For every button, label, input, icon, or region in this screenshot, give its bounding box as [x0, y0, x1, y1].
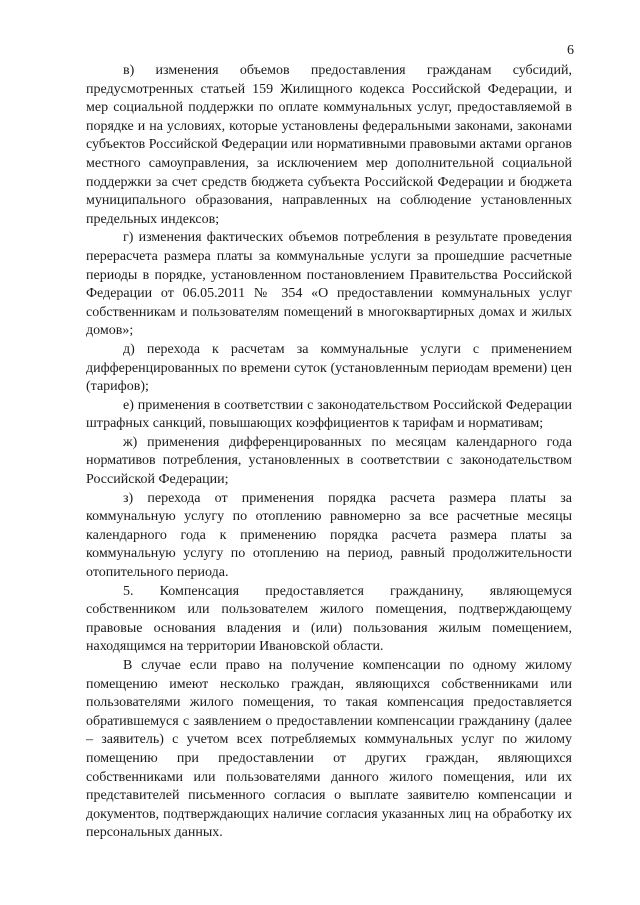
paragraph-subitem-v: в) изменения объемов предоставления гражданам субсидий, предусмотренных статьей 159 Жилищного кодекса Российской Федерации, и мер социальной поддержки по оплате коммунальных услуг, предоставляемой в порядке и на условиях, которые установлены федеральными законами, законами субъектов Российской Федерации или нормативными правовыми актами органов местного самоуправления, за исключением мер дополнительной социальной поддержки за счет средств бюджета субъекта Российской Федерации и бюджета муниципального образования, направленных на соблюдение установленных предельных индексов; [86, 63, 572, 227]
paragraph-multiple-owners: В случае если право на получение компенсации по одному жилому помещению имеют несколько граждан, являющихся собственниками или пользователями жилого помещения, то такая компенсация предоставляется обратившемуся с заявлением о предоставлении компенсации гражданину (далее – заявитель) с учетом всех потребляемых коммунальных услуг по жилому помещению при предоставлении от других граждан, являющихся собственниками или пользователями данного жилого помещения, или их представителей письменного согласия о выплате заявителю компенсации и документов, подтверждающих наличие согласия указанных лиц на обработку их персональных данных. [86, 658, 572, 841]
paragraph-subitem-zh: ж) применения дифференцированных по месяцам календарного года нормативов потребления, установленных в соответствии с законодательством Российской Федерации; [86, 434, 572, 488]
paragraph-subitem-z: з) перехода от применения порядка расчета размера платы за коммунальную услугу по отоплению равномерно за все расчетные месяцы календарного года к применению порядка расчета размера платы за коммунальную услугу по отоплению на период, равный продолжительности отопительного периода. [86, 490, 572, 581]
paragraph-subitem-d: д) перехода к расчетам за коммунальные услуги с применением дифференцированных по времени суток (установленным периодам времени) цен (тарифов); [86, 341, 572, 395]
paragraph-item-5: 5. Компенсация предоставляется гражданину, являющемуся собственником или пользователем жилого помещения, подтверждающему правовые основания владения и (или) пользования жилым помещением, находящимся на территории Ивановской области. [86, 583, 572, 655]
paragraph-subitem-g: г) изменения фактических объемов потребления в результате проведения перерасчета размера платы за коммунальные услуги за прошедшие расчетные периоды в порядке, установленном постановлением Правительства Российской Федерации от 06.05.2011 № 354 «О предоставлении коммунальных услуг собственникам и пользователям помещений в многоквартирных домах и жилых домов»; [86, 230, 572, 339]
page-number: 6 [567, 43, 574, 58]
document-body [86, 62, 572, 843]
paragraph-subitem-e: е) применения в соответствии с законодательством Российской Федерации штрафных санкций, повышающих коэффициентов к тарифам и нормативам; [86, 397, 572, 432]
